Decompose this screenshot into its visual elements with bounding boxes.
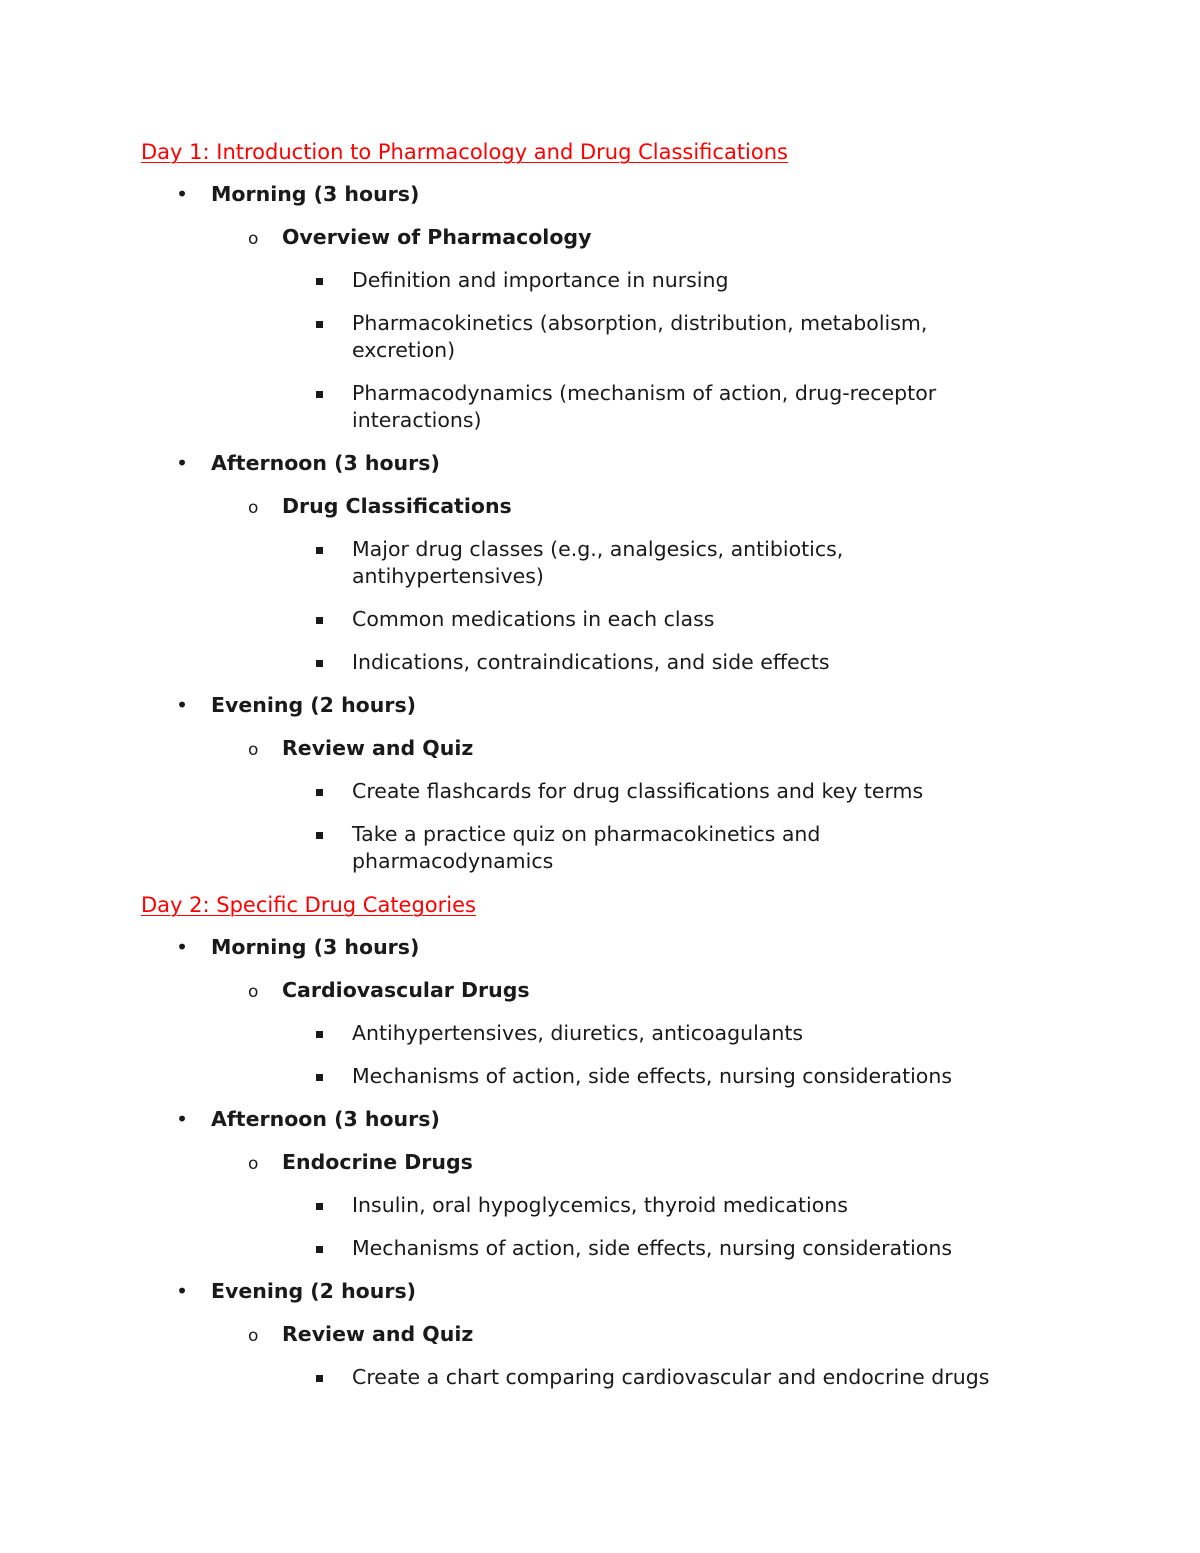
- list-item-text: Indications, contraindications, and side effects: [352, 650, 830, 674]
- period-item: [141, 934, 1041, 961]
- topic-item: [141, 1149, 1041, 1176]
- period-item: [141, 692, 1041, 719]
- list-item-text: Mechanisms of action, side effects, nursing considerations: [352, 1236, 953, 1260]
- circle-bullet-icon: o: [248, 1326, 259, 1346]
- square-bullet-icon: [316, 321, 323, 328]
- square-bullet-icon: [316, 660, 323, 667]
- square-bullet-icon: [316, 391, 323, 398]
- square-bullet-icon: [316, 547, 323, 554]
- topic-label: Drug Classifications: [282, 494, 512, 518]
- bullet-icon: •: [176, 935, 189, 959]
- square-bullet-icon: [316, 1375, 323, 1382]
- topic-item: [141, 977, 1041, 1004]
- square-bullet-icon: [316, 1074, 323, 1081]
- square-bullet-icon: [316, 1031, 323, 1038]
- bullet-icon: •: [176, 1107, 189, 1131]
- list-item: [141, 380, 992, 434]
- list-item-text: Antihypertensives, diuretics, anticoagulants: [352, 1021, 804, 1045]
- circle-bullet-icon: o: [248, 982, 259, 1002]
- topic-label: Overview of Pharmacology: [282, 225, 592, 249]
- bullet-icon: •: [176, 451, 189, 475]
- topic-item: [141, 1321, 1041, 1348]
- square-bullet-icon: [316, 832, 323, 839]
- period-item: [141, 1106, 1041, 1133]
- day-heading: Day 2: Specific Drug Categories: [141, 893, 476, 917]
- schedule-list: [141, 181, 1041, 875]
- period-label: Afternoon (3 hours): [211, 451, 440, 475]
- square-bullet-icon: [316, 1203, 323, 1210]
- list-item-text: Take a practice quiz on pharmacokinetics and pharmacodynamics: [352, 822, 821, 873]
- bullet-icon: •: [176, 182, 189, 206]
- list-item: [141, 1063, 992, 1090]
- period-label: Afternoon (3 hours): [211, 1107, 440, 1131]
- bullet-icon: •: [176, 693, 189, 717]
- day-section: [141, 138, 1041, 875]
- list-item-text: Create a chart comparing cardiovascular and endocrine drugs: [352, 1365, 990, 1389]
- square-bullet-icon: [316, 278, 323, 285]
- list-item: [141, 310, 992, 364]
- circle-bullet-icon: o: [248, 740, 259, 760]
- topic-label: Review and Quiz: [282, 1322, 474, 1346]
- period-label: Evening (2 hours): [211, 1279, 417, 1303]
- square-bullet-icon: [316, 617, 323, 624]
- list-item-text: Create flashcards for drug classifications and key terms: [352, 779, 924, 803]
- topic-item: [141, 735, 1041, 762]
- list-item: [141, 649, 992, 676]
- list-item: [141, 606, 992, 633]
- day-heading: Day 1: Introduction to Pharmacology and Drug Classifications: [141, 140, 788, 164]
- list-item: [141, 1020, 992, 1047]
- list-item: [141, 1364, 992, 1391]
- document-page: [141, 138, 1041, 1407]
- list-item-text: Major drug classes (e.g., analgesics, antibiotics, antihypertensives): [352, 537, 844, 588]
- list-item-text: Definition and importance in nursing: [352, 268, 729, 292]
- day-section: [141, 891, 1041, 1391]
- square-bullet-icon: [316, 1246, 323, 1253]
- list-item: [141, 1192, 992, 1219]
- list-item-text: Mechanisms of action, side effects, nursing considerations: [352, 1064, 953, 1088]
- circle-bullet-icon: o: [248, 498, 259, 518]
- topic-label: Review and Quiz: [282, 736, 474, 760]
- bullet-icon: •: [176, 1279, 189, 1303]
- list-item-text: Pharmacokinetics (absorption, distribution, metabolism, excretion): [352, 311, 928, 362]
- schedule-list: [141, 934, 1041, 1391]
- list-item: [141, 778, 992, 805]
- list-item-text: Common medications in each class: [352, 607, 715, 631]
- topic-item: [141, 224, 1041, 251]
- topic-label: Endocrine Drugs: [282, 1150, 473, 1174]
- circle-bullet-icon: o: [248, 1154, 259, 1174]
- list-item: [141, 267, 992, 294]
- topic-item: [141, 493, 1041, 520]
- list-item: [141, 1235, 992, 1262]
- period-item: [141, 1278, 1041, 1305]
- period-item: [141, 450, 1041, 477]
- circle-bullet-icon: o: [248, 229, 259, 249]
- list-item-text: Insulin, oral hypoglycemics, thyroid medications: [352, 1193, 848, 1217]
- period-label: Evening (2 hours): [211, 693, 417, 717]
- square-bullet-icon: [316, 789, 323, 796]
- list-item: [141, 536, 992, 590]
- list-item: [141, 821, 992, 875]
- period-label: Morning (3 hours): [211, 935, 420, 959]
- list-item-text: Pharmacodynamics (mechanism of action, drug-receptor interactions): [352, 381, 937, 432]
- topic-label: Cardiovascular Drugs: [282, 978, 530, 1002]
- period-item: [141, 181, 1041, 208]
- period-label: Morning (3 hours): [211, 182, 420, 206]
